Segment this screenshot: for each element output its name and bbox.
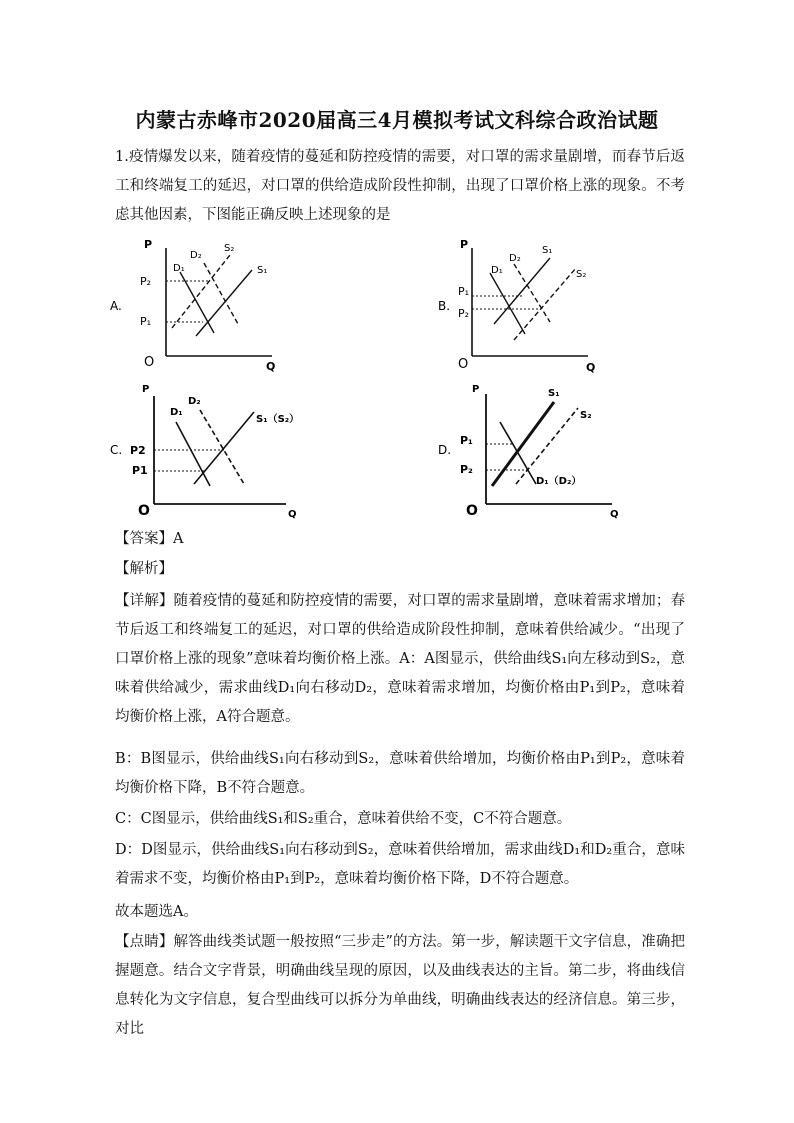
graph-a-d2-label: D₂ [190, 250, 202, 261]
graph-b-d1-curve [490, 273, 525, 334]
graph-b-p1-label: P₁ [458, 285, 470, 298]
point-tag: 【点睛】 [115, 934, 174, 950]
graph-c-p1-label: P1 [132, 464, 148, 477]
graph-a-d1-label: D₁ [173, 263, 185, 274]
graph-c-d1-label: D₁ [170, 407, 183, 418]
answer-line [115, 525, 685, 554]
graph-d-s1-curve [492, 402, 554, 486]
graph-b-p2-label: P₂ [458, 307, 470, 320]
graph-d-s1-label: S₁ [548, 388, 560, 399]
answer-tag: 【答案】 [115, 531, 173, 547]
graph-d-origin: O [466, 503, 478, 519]
page-title: 内蒙古赤峰市2020届高三4月模拟考试文科综合政治试题 [135, 108, 659, 132]
graph-d-d-label: D₁（D₂） [536, 476, 582, 487]
answer-value: A [173, 531, 184, 547]
graph-d-p-label: P [472, 384, 480, 395]
graph-a-s1-curve [196, 270, 252, 336]
option-graphs [100, 228, 640, 523]
graph-c-p2-label: P2 [130, 444, 146, 457]
graph-d-p1-label: P₁ [460, 434, 473, 447]
graph-b-q-label: Q [586, 361, 596, 373]
detail-text: 随着疫情的蔓延和防控疫情的需要，对口罩的需求量剧增，意味着需求增加；春节后返工和终端复工的延迟，对口罩的供给造成阶段性抑制，意味着供给减少。“出现了口罩价格上涨的现象”意味着均衡价格上涨。A：A图显示，供给曲线S₁向左移动到S₂，意味着供给减少，需求曲线D₁向右移动D₂，意味着需求增加，均衡价格由P₁到P₂，意味着均衡价格上涨，A符合题意。 [115, 593, 686, 725]
explanation-b: B：B图显示，供给曲线S₁向右移动到S₂，意味着供给增加，均衡价格由P₁到P₂，意味着均衡价格下降，B不符合题意。 [115, 751, 685, 796]
point-paragraph [115, 928, 685, 1044]
graph-c-d2-label: D₂ [188, 396, 201, 407]
option-c-label: C. [110, 443, 123, 457]
option-d-label: D. [438, 443, 452, 457]
graph-d-p2-label: P₂ [460, 463, 473, 476]
graph-a-p1-label: P₁ [140, 315, 152, 328]
graph-c-d1-curve [176, 422, 210, 486]
graph-b [430, 228, 640, 373]
graph-d [430, 378, 640, 523]
analysis-tag: 【解析】 [115, 561, 173, 577]
detail-paragraph [115, 587, 685, 732]
detail-tag: 【详解】 [115, 593, 174, 609]
question-text: 1.疫情爆发以来，随着疫情的蔓延和防控疫情的需要，对口罩的需求量剧增，而春节后返工和终端复工的延迟，对口罩的供给造成阶段性抑制，出现了口罩价格上涨的现象。不考虑其他因素，下图能正确反映上述现象的是 [115, 149, 685, 223]
graph-c-q-label: Q [288, 509, 297, 520]
graph-c-d2-curve [200, 410, 244, 484]
graph-b-origin: O [458, 357, 469, 372]
conclusion: 故本题选A。 [115, 904, 198, 920]
graph-a-origin: O [144, 355, 155, 370]
graph-b-s2-label: S₂ [576, 269, 587, 280]
explanation-d: D：D图显示，供给曲线S₁向右移动到S₂，意味着供给增加，需求曲线D₁和D₂重合，意味着需求不变，均衡价格由P₁到P₂，意味着均衡价格下降，D不符合题意。 [115, 842, 685, 887]
graph-d-s2-curve [516, 408, 578, 484]
graph-a-p-label: P [144, 238, 153, 251]
graph-a [100, 228, 300, 373]
graph-c-p-label: P [142, 384, 150, 395]
graph-d-q-label: Q [610, 509, 619, 520]
point-text: 解答曲线类试题一般按照“三步走”的方法。第一步，解读题干文字信息，准确把握题意。结合文字背景，明确曲线呈现的原因，以及曲线表达的主旨。第二步，将曲线信息转化为文字信息，复合型曲线可以拆分为单曲线，明确曲线表达的经济信息。第三步，对比 [115, 934, 686, 1037]
graph-b-s1-label: S₁ [542, 245, 553, 256]
graph-a-q-label: Q [266, 360, 276, 373]
graph-a-s1-label: S₁ [257, 265, 268, 276]
option-a-label: A. [110, 299, 122, 313]
graph-c [100, 378, 310, 523]
graph-b-p-label: P [460, 238, 469, 251]
graph-c-origin: O [138, 503, 150, 519]
graph-a-p2-label: P₂ [140, 275, 152, 288]
graph-a-s2-label: S₂ [224, 243, 235, 254]
explanation-c: C：C图显示，供给曲线S₁和S₂重合，意味着供给不变，C不符合题意。 [115, 811, 572, 827]
option-b-label: B. [438, 299, 451, 313]
graph-c-s-curve [194, 412, 254, 484]
graph-d-s2-label: S₂ [580, 410, 592, 421]
graph-b-d2-label: D₂ [509, 253, 521, 264]
graph-c-s-label: S₁（S₂） [256, 414, 300, 425]
graph-b-d1-label: D₁ [491, 265, 503, 276]
